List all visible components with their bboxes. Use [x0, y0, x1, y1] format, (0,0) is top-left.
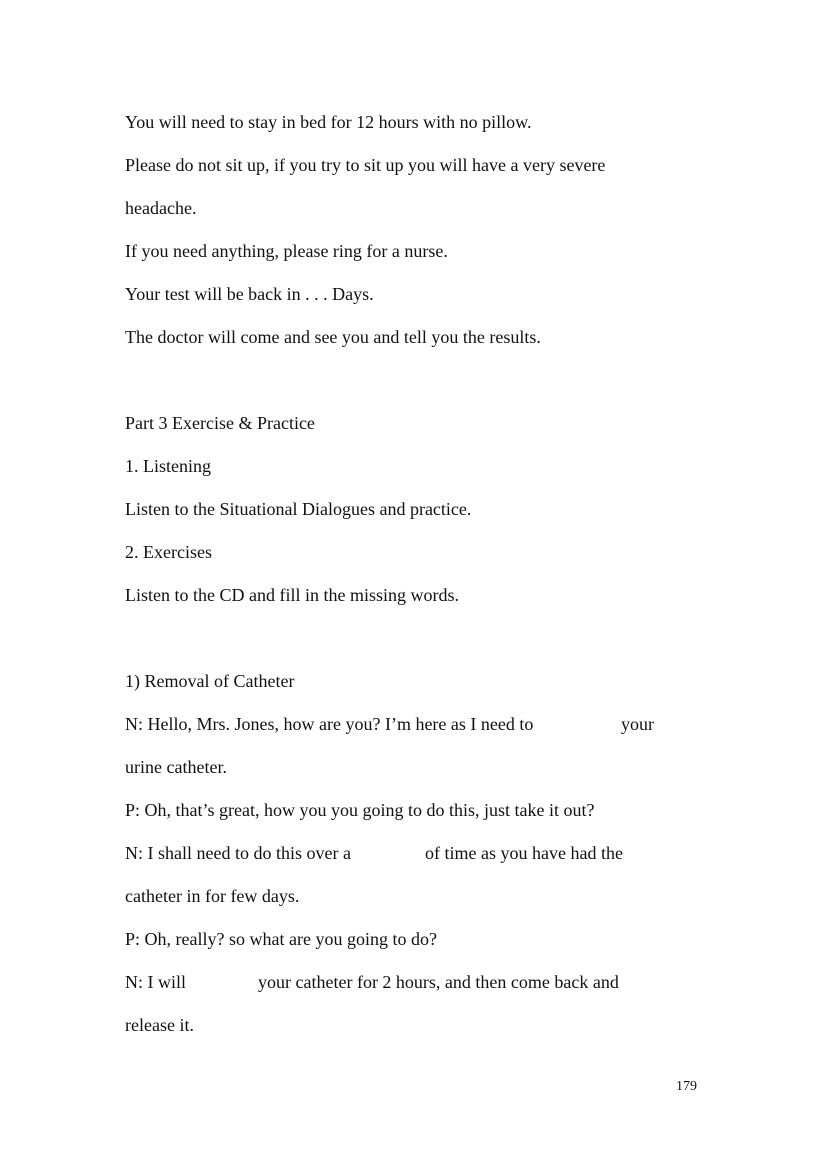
body-line: Your test will be back in . . . Days.: [125, 284, 374, 304]
dialogue-text: N: Hello, Mrs. Jones, how are you? I’m here as I need to: [125, 714, 534, 734]
dialogue-line: [125, 713, 654, 735]
body-line: headache.: [125, 198, 197, 218]
instruction-text: Listen to the CD and fill in the missing words.: [125, 585, 459, 605]
dialogue-text: N: I shall need to do this over a: [125, 843, 351, 863]
section-heading: Part 3 Exercise & Practice: [125, 413, 315, 433]
dialogue-text: your: [621, 714, 654, 734]
dialogue-line: urine catheter.: [125, 757, 227, 777]
body-line: The doctor will come and see you and tell you the results.: [125, 327, 541, 347]
body-line: Please do not sit up, if you try to sit up you will have a very severe: [125, 155, 606, 175]
instruction-text: Listen to the Situational Dialogues and practice.: [125, 499, 472, 519]
dialogue-line: P: Oh, that’s great, how you you going to do this, just take it out?: [125, 800, 595, 820]
subsection-heading: 2. Exercises: [125, 542, 212, 562]
subsection-heading: 1. Listening: [125, 456, 211, 476]
body-line: You will need to stay in bed for 12 hours with no pillow.: [125, 112, 532, 132]
dialogue-title: 1) Removal of Catheter: [125, 671, 295, 691]
dialogue-line: [125, 842, 623, 864]
dialogue-line: [125, 971, 619, 993]
dialogue-line: release it.: [125, 1015, 194, 1035]
page-number: 179: [676, 1079, 697, 1094]
dialogue-line: P: Oh, really? so what are you going to do?: [125, 929, 437, 949]
dialogue-text: of time as you have had the: [425, 843, 623, 863]
dialogue-text: your catheter for 2 hours, and then come back and: [258, 972, 619, 992]
body-line: If you need anything, please ring for a nurse.: [125, 241, 448, 261]
dialogue-text: N: I will: [125, 972, 186, 992]
dialogue-line: catheter in for few days.: [125, 886, 300, 906]
